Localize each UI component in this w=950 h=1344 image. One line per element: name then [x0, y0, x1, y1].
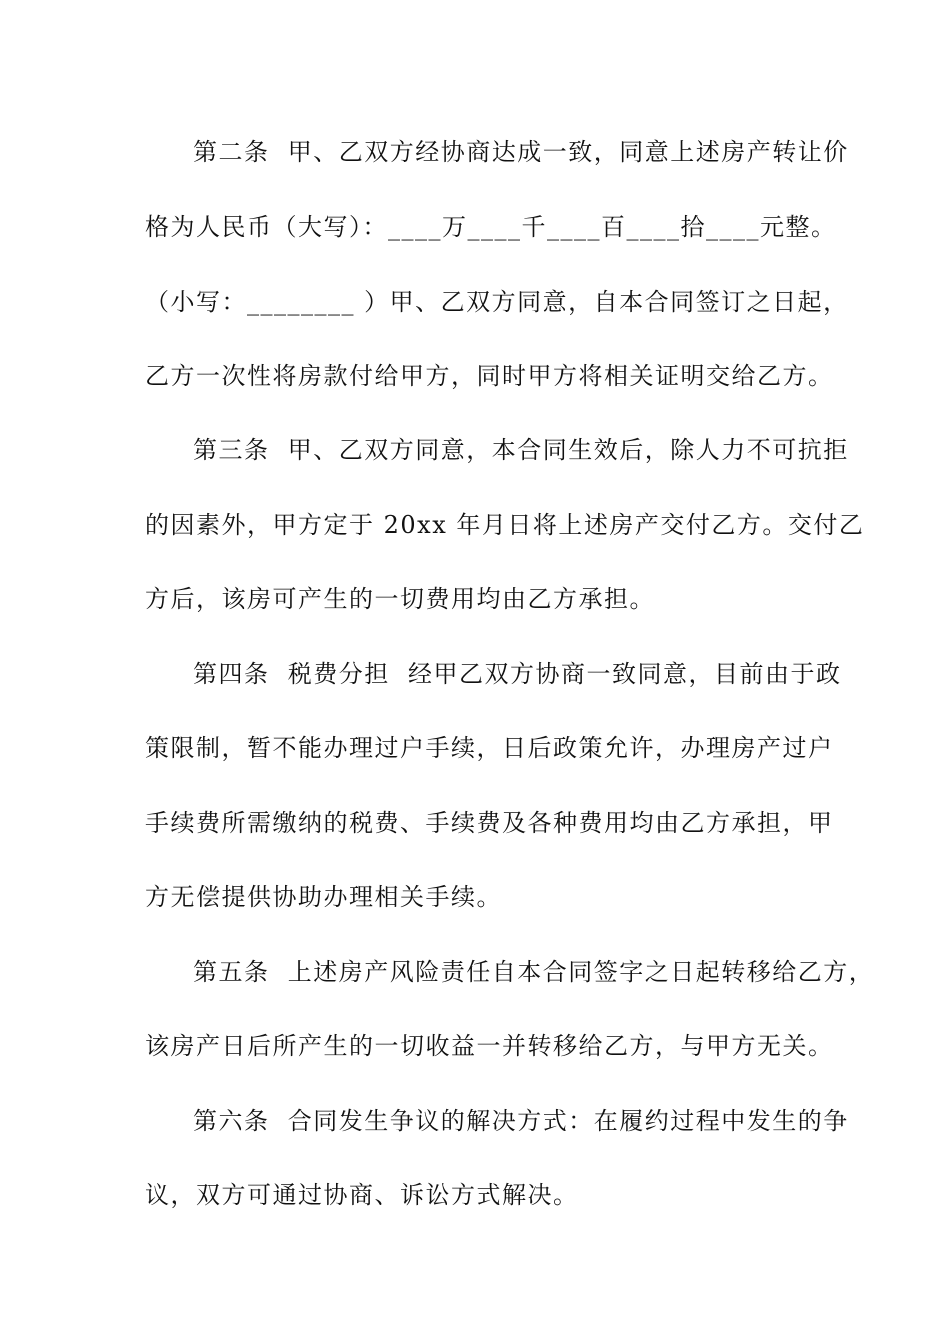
article-5-line-1: 第五条 上述房产风险责任自本合同签字之日起转移给乙方， — [193, 958, 875, 986]
article-4-line-1: 第四条 税费分担 经甲乙双方协商一致同意，目前由于政 — [193, 660, 842, 688]
article-3-line-3: 方后，该房可产生的一切费用均由乙方承担。 — [145, 585, 655, 613]
article-2-line-4: 乙方一次性将房款付给甲方，同时甲方将相关证明交给乙方。 — [145, 362, 834, 390]
article-6-line-1: 第六条 合同发生争议的解决方式：在履约过程中发生的争 — [193, 1107, 849, 1135]
article-4-line-2: 策限制，暂不能办理过户手续，日后政策允许，办理房产过户 — [145, 734, 834, 762]
article-6-line-2: 议，双方可通过协商、诉讼方式解决。 — [145, 1181, 579, 1209]
article-3-line-2: 的因素外，甲方定于 20xx 年月日将上述房产交付乙方。交付乙 — [145, 511, 865, 539]
article-4-line-4: 方无偿提供协助办理相关手续。 — [145, 883, 502, 911]
article-2-line-1: 第二条 甲、乙双方经协商达成一致，同意上述房产转让价 — [193, 138, 849, 166]
article-3-line-1: 第三条 甲、乙双方同意，本合同生效后，除人力不可抗拒 — [193, 436, 849, 464]
article-4-line-3: 手续费所需缴纳的税费、手续费及各种费用均由乙方承担，甲 — [145, 809, 834, 837]
article-2-line-2: 格为人民币（大写）：____万____千____百____拾____元整。 — [145, 213, 837, 241]
article-5-line-2: 该房产日后所产生的一切收益一并转移给乙方，与甲方无关。 — [145, 1032, 834, 1060]
article-2-line-3: （小写：________ ）甲、乙双方同意，自本合同签订之日起， — [145, 288, 849, 316]
